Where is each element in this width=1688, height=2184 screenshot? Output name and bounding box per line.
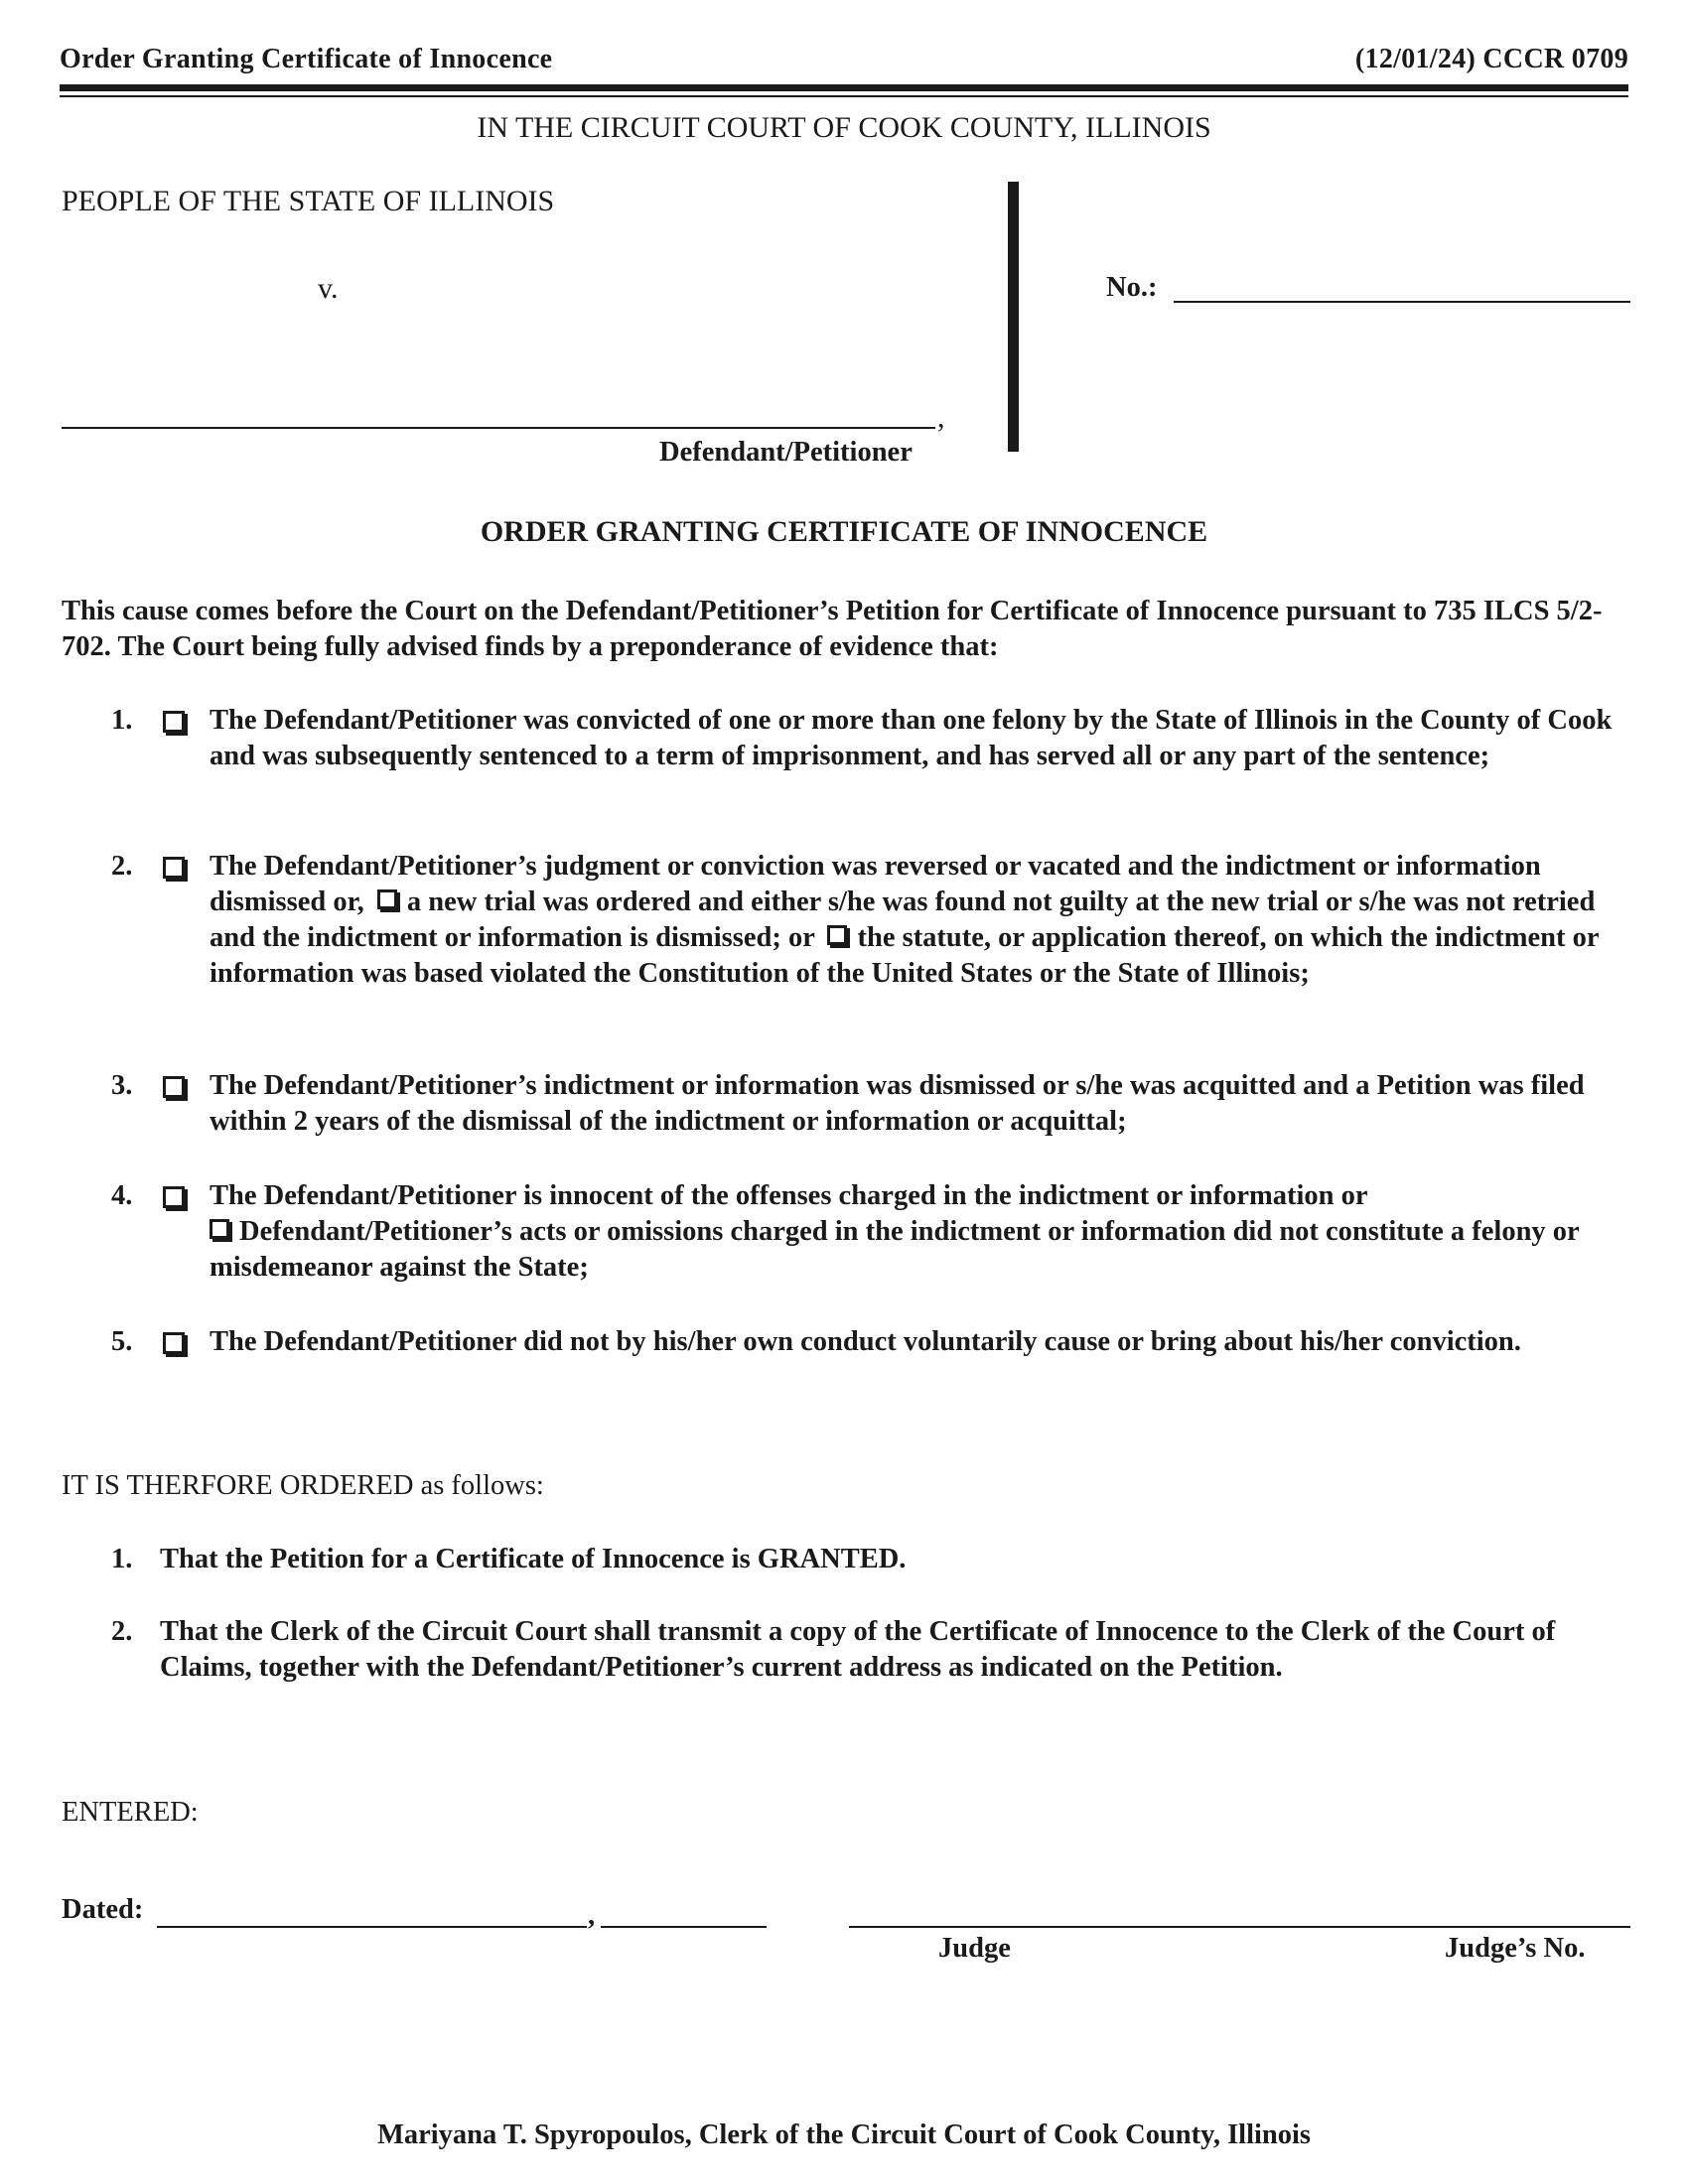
finding-2-checkbox[interactable] [163, 857, 185, 879]
plaintiff-name: PEOPLE OF THE STATE OF ILLINOIS [62, 185, 555, 217]
order-item-2 [60, 1614, 1628, 1686]
finding-4-text-a: The Defendant/Petitioner is innocent of the offenses charged in the indictment or information or [210, 1180, 1368, 1211]
finding-2c-checkbox[interactable] [827, 925, 847, 945]
case-no-label: No.: [1106, 272, 1158, 303]
finding-text: The Defendant/Petitioner’s indictment or information was dismissed or s/he was acquitted and a Petition was filed within 2 years of the dismissal of the indictment or information or acquittal; [210, 1070, 1585, 1137]
order-text: That the Clerk of the Circuit Court shall transmit a copy of the Certificate of Innocence to the Clerk of the Court of Claims, together with the Defendant/Petitioner’s current address as indicated on the Petition. [160, 1616, 1556, 1683]
dated-label: Dated: [62, 1894, 144, 1925]
ordered-heading [62, 1470, 544, 1502]
entered-label: ENTERED: [62, 1797, 199, 1828]
order-item-1 [60, 1542, 1628, 1577]
caption-divider [1008, 182, 1019, 452]
finding-4 [60, 1178, 1628, 1286]
versus: v. [318, 272, 339, 305]
finding-number: 3. [111, 1070, 133, 1101]
finding-3-checkbox[interactable] [163, 1076, 185, 1098]
date-line[interactable] [157, 1926, 587, 1928]
order-number: 2. [111, 1616, 133, 1647]
finding-5 [60, 1324, 1628, 1360]
finding-text: The Defendant/Petitioner was convicted of one or more than one felony by the State of Illinois in the County of Cook and was subsequently sentenced to a term of imprisonment, and has served all or any part of the sentence; [210, 705, 1613, 771]
finding-2-text-c: the statute, or application thereof, on which the indictment or information was based violated the Constitution of the United States or the State of Illinois; [210, 922, 1599, 989]
finding-2 [60, 849, 1628, 992]
finding-3 [60, 1068, 1628, 1140]
finding-text: The Defendant/Petitioner did not by his/her own conduct voluntarily cause or bring about his/her conviction. [210, 1326, 1521, 1357]
clerk-footer: Mariyana T. Spyropoulos, Clerk of the Circuit Court of Cook County, Illinois [376, 2119, 1312, 2150]
finding-2-text-b: a new trial was ordered and either s/he was found not guilty at the new trial or s/he was not retried and the indictment or information is dismissed; or [210, 887, 1596, 953]
intro-paragraph: This cause comes before the Court on the Defendant/Petitioner’s Petition for Certificate of Innocence pursuant to 735 ILCS 5/2-702. The Court being fully advised finds by a preponderance of evidence that: [62, 596, 1603, 662]
finding-2b-checkbox[interactable] [377, 889, 397, 909]
header-rule-thick [60, 84, 1628, 91]
caption-comma: , [937, 401, 945, 434]
finding-1-checkbox[interactable] [163, 711, 185, 733]
ordered-lead-rest: as follows: [413, 1470, 544, 1501]
finding-number: 5. [111, 1326, 133, 1357]
form-code: (12/01/24) CCCR 0709 [1354, 44, 1628, 74]
judge-no-label: Judge’s No. [1445, 1933, 1586, 1964]
finding-text [210, 1178, 1628, 1286]
finding-1 [60, 703, 1628, 774]
ordered-lead: IT IS THERFORE ORDERED [62, 1470, 414, 1501]
date-comma: , [588, 1900, 596, 1931]
defendant-label: Defendant/Petitioner [659, 437, 913, 468]
header-rule-thin [60, 95, 1628, 97]
defendant-name-line[interactable] [62, 427, 935, 429]
finding-4-checkbox[interactable] [163, 1186, 185, 1208]
order-number: 1. [111, 1544, 133, 1574]
case-no-line[interactable] [1174, 301, 1630, 303]
finding-4b-checkbox[interactable] [210, 1219, 229, 1239]
year-line[interactable] [601, 1926, 767, 1928]
court-name: IN THE CIRCUIT COURT OF COOK COUNTY, ILLINOIS [477, 111, 1211, 144]
order-text: That the Petition for a Certificate of Innocence is GRANTED. [160, 1544, 907, 1574]
judge-signature-line[interactable] [849, 1926, 1630, 1928]
finding-text [210, 849, 1628, 992]
document-title: ORDER GRANTING CERTIFICATE OF INNOCENCE [480, 515, 1208, 548]
finding-number: 1. [111, 705, 133, 736]
finding-number: 2. [111, 851, 133, 882]
finding-2-text-a: The Defendant/Petitioner’s judgment or conviction was reversed or vacated and the indictment or information dismissed or, [210, 851, 1541, 917]
form-title: Order Granting Certificate of Innocence [60, 44, 553, 74]
finding-4-text-b: Defendant/Petitioner’s acts or omissions charged in the indictment or information did not constitute a felony or misdemeanor against the State; [210, 1216, 1580, 1283]
finding-5-checkbox[interactable] [163, 1332, 185, 1354]
finding-number: 4. [111, 1180, 133, 1211]
judge-label: Judge [938, 1933, 1011, 1964]
